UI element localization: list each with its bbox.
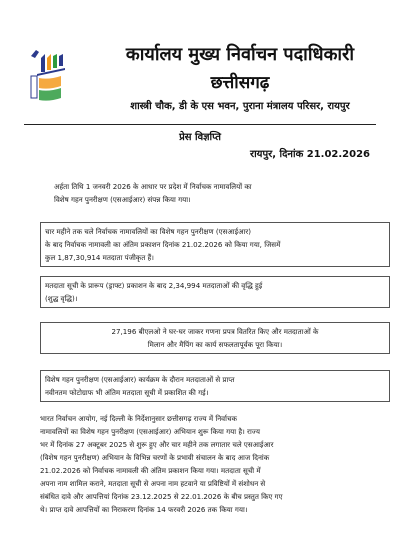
paragraph-3-line: (शुद्ध वृद्धि)। [45,294,78,303]
office-address: शास्त्री चौक, डी के एस भवन, पुराना मंत्रालय परिसर, रायपुर [130,101,350,112]
press-note-date: रायपुर, दिनांक 21.02.2026 [250,149,370,160]
paragraph-4-line: 27,196 बीएलओ ने घर-घर जाकर गणना प्रपत्र वितरित किए और मतदाताओं के [111,327,319,336]
paragraph-2-line: चार महीने तक चले निर्वाचक नामावलियों का विशेष गहन पुनरीक्षण (एसआईआर) [45,227,252,236]
paragraph-6-line: अपना नाम शामिल कराने, मतदाता सूची से अपना नाम हटवाने या प्रविष्टियों में संशोधन से [40,479,266,488]
paragraph-2-line: कुल 1,87,30,914 मतदाता पंजीकृत हैं। [45,253,154,262]
paragraph-6-line: थे। प्राप्त दावे आपत्तियों का निराकरण दिनांक 14 फरवरी 2026 तक किया गया। [40,505,248,514]
paragraph-6-line: नामावलियों का विशेष गहन पुनरीक्षण (एसआईआर) अभियान शुरू किया गया है। राज्य [40,427,260,436]
state-name: छत्तीसगढ़ [210,73,270,93]
paragraph-6-line: संबंधित दावे और आपत्तियां दिनांक 23.12.2025 से 22.01.2026 के बीच प्रस्तुत किए गए [40,492,283,501]
highlight-box-blo-work [40,322,390,354]
paragraph-6 [40,412,390,516]
paragraph-6-line: 21.02.2026 को निर्वाचक नामावली की अंतिम प्रकाशन किया गया। मतदाता सूची में [40,466,261,475]
paragraph-6-line: भारत निर्वाचन आयोग, नई दिल्ली के निर्देशानुसार छत्तीसगढ़ राज्य में निर्वाचक [40,414,237,423]
highlight-box-final-publication [40,222,390,267]
paragraph-2-line: के बाद निर्वाचक नामावली का अंतिम प्रकाशन दिनांक 21.02.2026 को किया गया, जिसमें [45,240,281,249]
press-note-label: प्रेस विज्ञप्ति [179,132,221,143]
paragraph-4-line: मिलान और मैपिंग का कार्य सफलतापूर्वक पूरा किया। [147,340,283,349]
header-divider [24,124,376,125]
paragraph-1-line: अर्हता तिथि 1 जनवरी 2026 के आधार पर प्रदेश में निर्वाचक नामावलियों का [54,182,252,191]
voting-ballot-logo-icon [25,46,77,104]
paragraph-1 [54,180,374,206]
paragraph-6-line: भर में दिनांक 27 अक्टूबर 2025 से शुरू हुए और चार महीने तक लगातार चले एसआईआर [40,440,274,449]
office-title: कार्यालय मुख्य निर्वाचन पदाधिकारी [125,44,355,65]
paragraph-3-line: मतदाता सूची के प्रारूप (ड्राफ्ट) प्रकाशन के बाद 2,34,994 मतदाताओं की वृद्धि हुई [45,281,263,290]
paragraph-1-line: विशेष गहन पुनरीक्षण (एसआईआर) संपन्न किया गया। [54,195,191,204]
highlight-box-voter-increase [40,276,390,308]
paragraph-6-line: (विशेष गहन पुनरीक्षण) अभियान के विभिन्न चरणों के प्रभावी संचालन के बाद आज दिनांक [40,453,270,462]
paragraph-5-line: विशेष गहन पुनरीक्षण (एसआईआर) कार्यक्रम के दौरान मतदाताओं से प्राप्त [45,375,235,384]
highlight-box-photographs [40,370,390,402]
paragraph-5-line: नवीनतम फोटोग्राफ भी अंतिम मतदाता सूची में प्रकाशित की गई। [45,388,209,397]
